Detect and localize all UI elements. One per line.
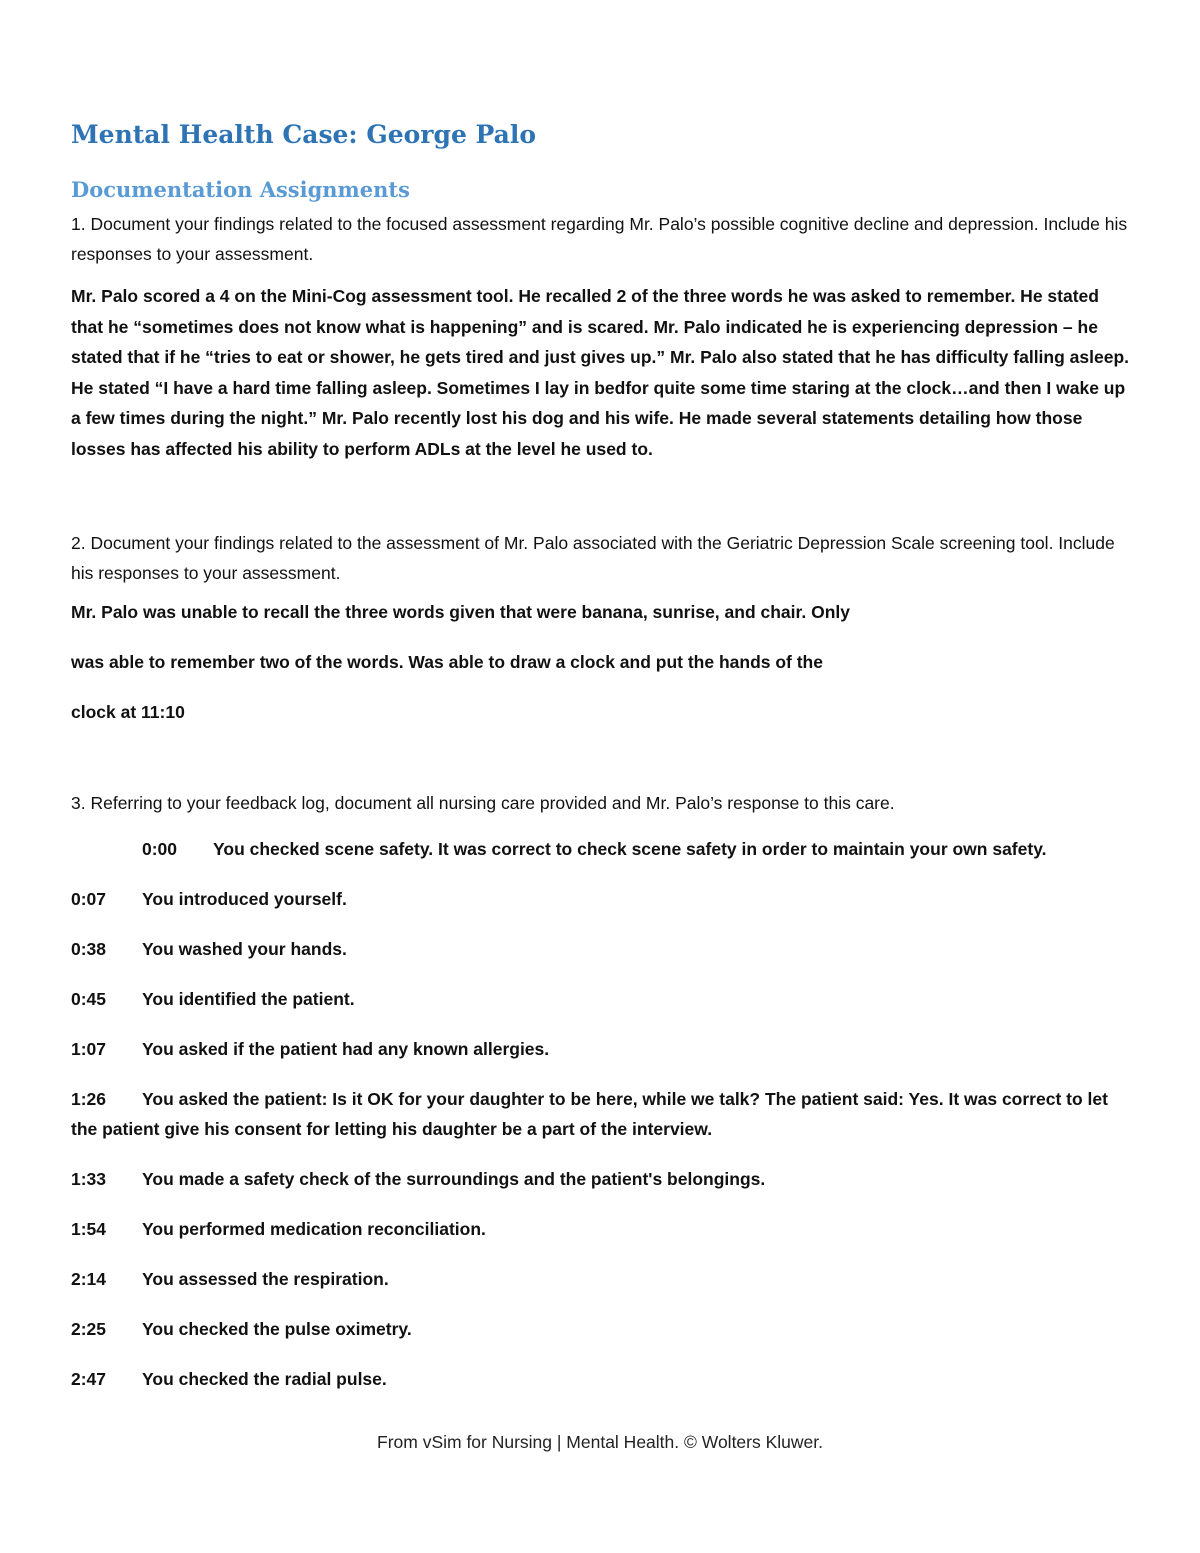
- log-text: You identified the patient.: [142, 989, 355, 1009]
- section-heading: Documentation Assignments: [71, 177, 410, 202]
- log-time: 2:47: [71, 1369, 107, 1389]
- question-2: 2. Document your findings related to the assessment of Mr. Palo associated with the Geriatric Depression Scale screening tool. Include his responses to your assessment.: [71, 533, 1115, 583]
- log-text: You checked the pulse oximetry.: [142, 1319, 412, 1339]
- log-text: You asked if the patient had any known allergies.: [142, 1039, 550, 1059]
- log-time: 1:07: [71, 1039, 107, 1059]
- log-time: 1:33: [71, 1169, 107, 1189]
- answer-1: Mr. Palo scored a 4 on the Mini-Cog assessment tool. He recalled 2 of the three words he was asked to remember. He stated that he “sometimes does not know what is happening” and is scared. Mr. Palo indicated he is experiencing depression – he stated that if he “tries to eat or shower, he gets tired and just gives up.” Mr. Palo also stated that he has difficulty falling asleep. He stated “I have a hard time falling asleep. Sometimes I lay in bedfor quite some time staring at the clock…and then I wake up a few times during the night.” Mr. Palo recently lost his dog and his wife. He made several statements detailing how those losses has affected his ability to perform ADLs at the level he used to.: [71, 286, 1130, 459]
- question-1: 1. Document your findings related to the focused assessment regarding Mr. Palo’s possible cognitive decline and depression. Include his responses to your assessment.: [71, 214, 1128, 264]
- log-text: You washed your hands.: [142, 939, 347, 959]
- log-time: 0:00: [142, 839, 178, 859]
- page-footer: From vSim for Nursing | Mental Health. © Wolters Kluwer.: [377, 1432, 823, 1452]
- log-time: 0:45: [71, 989, 107, 1009]
- log-entry: [71, 934, 1135, 964]
- log-entry: [71, 1084, 1135, 1144]
- feedback-log: [71, 834, 1135, 1394]
- answer-2-line: clock at 11:10: [71, 702, 185, 722]
- log-time: 2:14: [71, 1269, 107, 1289]
- answer-2-line: Mr. Palo was unable to recall the three words given that were banana, sunrise, and chair. Only: [71, 602, 850, 622]
- log-entry: [71, 1364, 1135, 1394]
- log-text: You introduced yourself.: [142, 889, 347, 909]
- question-3: 3. Referring to your feedback log, document all nursing care provided and Mr. Palo’s response to this care.: [71, 793, 895, 813]
- log-entry: [71, 984, 1135, 1014]
- answer-2: [71, 600, 1135, 724]
- log-time: 1:26: [71, 1089, 107, 1109]
- log-time: 1:54: [71, 1219, 107, 1239]
- spacer: [71, 464, 1135, 528]
- log-entry: [71, 1264, 1135, 1294]
- log-entry: [71, 1214, 1135, 1244]
- log-entry: [71, 1314, 1135, 1344]
- log-text: You asked the patient: Is it OK for your daughter to be here, while we talk? The patient said: Yes. It was correct to let the patient give his consent for letting his daughter be a part of the interview.: [71, 1089, 1108, 1139]
- log-text: You checked the radial pulse.: [142, 1369, 387, 1389]
- log-text: You performed medication reconciliation.: [142, 1219, 486, 1239]
- answer-2-line: was able to remember two of the words. Was able to draw a clock and put the hands of the: [71, 652, 823, 672]
- log-entry: [71, 1164, 1135, 1194]
- log-entry: [71, 834, 1135, 864]
- document-body: [71, 118, 1135, 1414]
- log-text: You checked scene safety. It was correct to check scene safety in order to maintain your own safety.: [213, 839, 1047, 859]
- log-time: 2:25: [71, 1319, 107, 1339]
- log-time: 0:38: [71, 939, 107, 959]
- log-text: You assessed the respiration.: [142, 1269, 389, 1289]
- spacer: [71, 724, 1135, 788]
- log-time: 0:07: [71, 889, 107, 909]
- log-text: You made a safety check of the surroundings and the patient's belongings.: [142, 1169, 766, 1189]
- log-entry: [71, 1034, 1135, 1064]
- log-entry: [71, 884, 1135, 914]
- page-title: Mental Health Case: George Palo: [71, 120, 537, 149]
